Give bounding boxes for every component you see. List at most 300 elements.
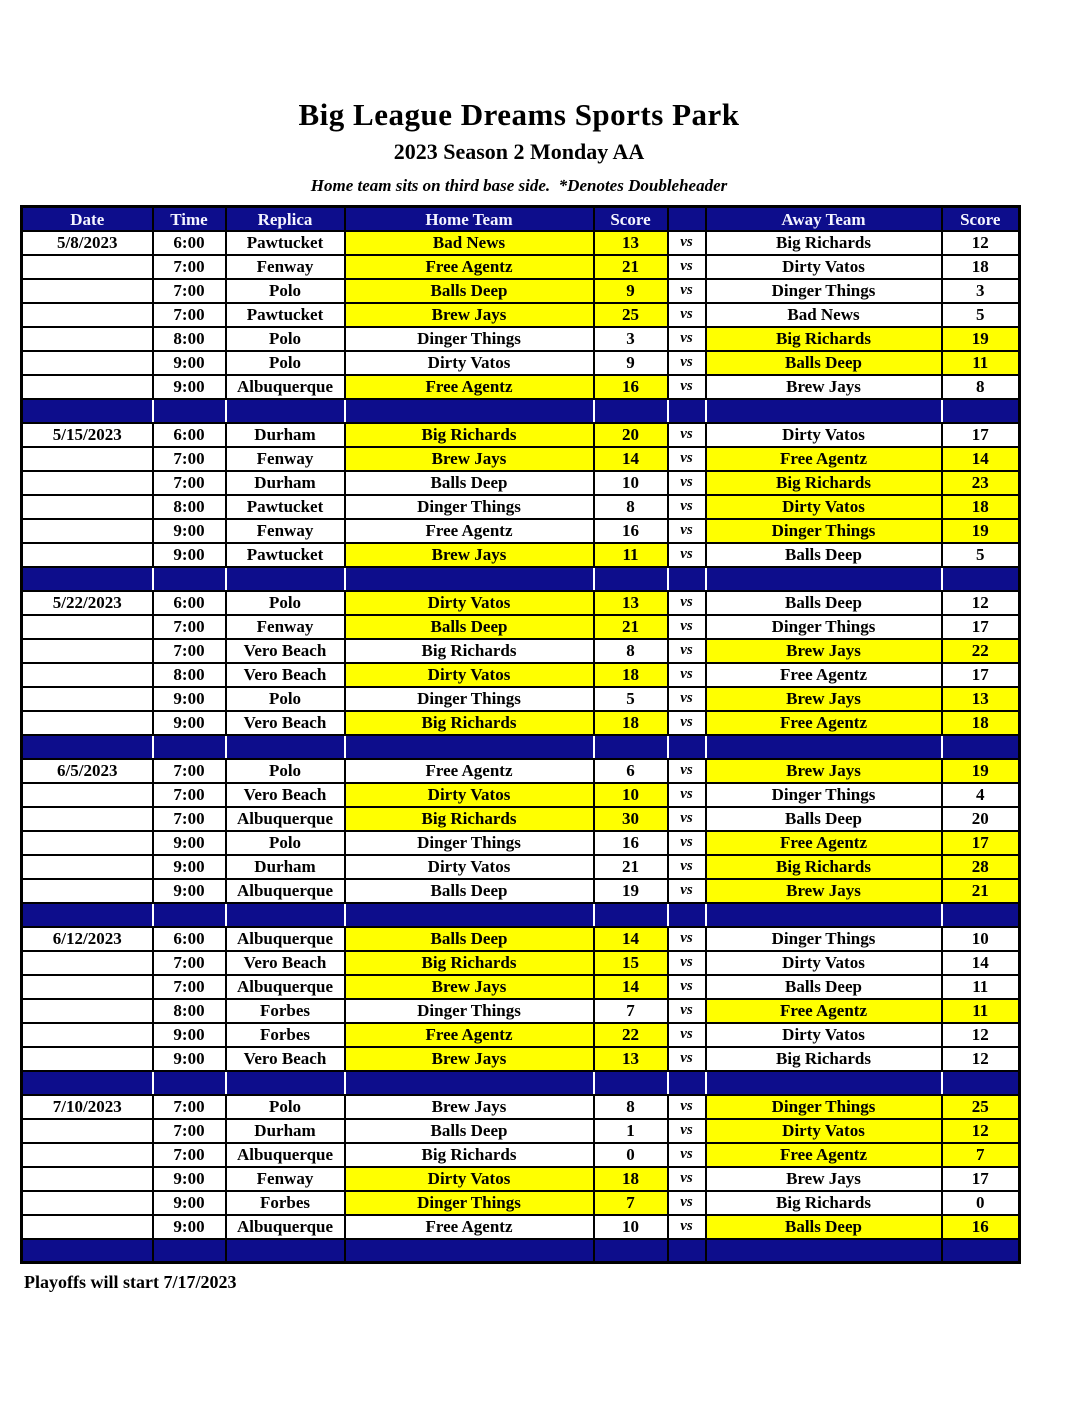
away-score-cell: 20 (942, 807, 1020, 831)
separator-cell (668, 903, 706, 927)
date-cell (22, 855, 153, 879)
home-team-cell: Bad News (345, 231, 594, 255)
home-team-cell: Dirty Vatos (345, 1167, 594, 1191)
home-team-cell: Brew Jays (345, 1047, 594, 1071)
time-cell: 8:00 (153, 495, 226, 519)
away-score-cell: 28 (942, 855, 1020, 879)
home-team-cell: Brew Jays (345, 543, 594, 567)
replica-cell: Polo (226, 327, 345, 351)
vs-cell: vs (668, 951, 706, 975)
separator-cell (594, 1239, 668, 1263)
schedule-table (20, 205, 1021, 1264)
home-score-cell: 13 (594, 231, 668, 255)
separator-cell (706, 1071, 942, 1095)
date-cell: 5/22/2023 (22, 591, 153, 615)
time-cell: 6:00 (153, 423, 226, 447)
date-cell (22, 1191, 153, 1215)
home-score-cell: 16 (594, 519, 668, 543)
replica-cell: Polo (226, 759, 345, 783)
home-score-cell: 0 (594, 1143, 668, 1167)
separator-cell (594, 735, 668, 759)
replica-cell: Vero Beach (226, 783, 345, 807)
away-team-cell: Dirty Vatos (706, 495, 942, 519)
time-cell: 7:00 (153, 1119, 226, 1143)
replica-cell: Polo (226, 351, 345, 375)
game-row (22, 375, 1020, 399)
separator-cell (226, 567, 345, 591)
home-team-cell: Dirty Vatos (345, 855, 594, 879)
game-row (22, 1191, 1020, 1215)
separator-cell (153, 567, 226, 591)
time-cell: 9:00 (153, 831, 226, 855)
replica-cell: Forbes (226, 1023, 345, 1047)
vs-cell: vs (668, 471, 706, 495)
away-team-cell: Free Agentz (706, 999, 942, 1023)
separator-cell (226, 903, 345, 927)
block-separator-row (22, 399, 1020, 423)
separator-cell (668, 399, 706, 423)
replica-cell: Vero Beach (226, 663, 345, 687)
separator-cell (594, 1071, 668, 1095)
vs-cell: vs (668, 591, 706, 615)
replica-cell: Pawtucket (226, 303, 345, 327)
date-cell (22, 303, 153, 327)
away-score-cell: 11 (942, 975, 1020, 999)
replica-cell: Polo (226, 591, 345, 615)
away-score-cell: 14 (942, 951, 1020, 975)
away-score-cell: 17 (942, 663, 1020, 687)
home-team-cell: Big Richards (345, 951, 594, 975)
game-row (22, 879, 1020, 903)
time-cell: 7:00 (153, 951, 226, 975)
home-score-cell: 8 (594, 639, 668, 663)
game-row (22, 327, 1020, 351)
away-team-cell: Brew Jays (706, 879, 942, 903)
separator-cell (153, 903, 226, 927)
game-row (22, 999, 1020, 1023)
game-row (22, 711, 1020, 735)
away-team-cell: Balls Deep (706, 543, 942, 567)
separator-cell (345, 567, 594, 591)
home-team-cell: Dirty Vatos (345, 663, 594, 687)
vs-cell: vs (668, 831, 706, 855)
away-score-cell: 12 (942, 591, 1020, 615)
replica-cell: Vero Beach (226, 639, 345, 663)
date-cell (22, 327, 153, 351)
separator-cell (153, 1239, 226, 1263)
home-score-cell: 21 (594, 255, 668, 279)
away-team-cell: Big Richards (706, 855, 942, 879)
time-cell: 9:00 (153, 687, 226, 711)
replica-cell: Vero Beach (226, 951, 345, 975)
game-row (22, 927, 1020, 951)
column-header-row (22, 207, 1020, 231)
playoffs-note: Playoffs will start 7/17/2023 (24, 1272, 237, 1293)
home-team-cell: Brew Jays (345, 303, 594, 327)
vs-cell: vs (668, 423, 706, 447)
home-team-cell: Balls Deep (345, 927, 594, 951)
time-cell: 7:00 (153, 975, 226, 999)
home-score-cell: 6 (594, 759, 668, 783)
vs-cell: vs (668, 999, 706, 1023)
away-score-cell: 19 (942, 759, 1020, 783)
time-cell: 9:00 (153, 519, 226, 543)
time-cell: 7:00 (153, 783, 226, 807)
home-team-cell: Free Agentz (345, 255, 594, 279)
vs-cell: vs (668, 1191, 706, 1215)
time-cell: 6:00 (153, 591, 226, 615)
away-team-cell: Dirty Vatos (706, 423, 942, 447)
replica-cell: Albuquerque (226, 1215, 345, 1239)
away-score-cell: 10 (942, 927, 1020, 951)
away-team-cell: Dirty Vatos (706, 951, 942, 975)
time-cell: 9:00 (153, 351, 226, 375)
date-cell (22, 999, 153, 1023)
date-cell (22, 495, 153, 519)
home-team-cell: Balls Deep (345, 471, 594, 495)
vs-cell: vs (668, 351, 706, 375)
replica-cell: Fenway (226, 255, 345, 279)
col-header-home-team: Home Team (345, 207, 594, 231)
col-header-away-team: Away Team (706, 207, 942, 231)
away-score-cell: 4 (942, 783, 1020, 807)
separator-cell (706, 735, 942, 759)
vs-cell: vs (668, 447, 706, 471)
home-team-cell: Free Agentz (345, 375, 594, 399)
separator-cell (668, 1071, 706, 1095)
game-row (22, 615, 1020, 639)
away-score-cell: 19 (942, 519, 1020, 543)
home-score-cell: 10 (594, 783, 668, 807)
vs-cell: vs (668, 1023, 706, 1047)
away-team-cell: Dinger Things (706, 783, 942, 807)
home-score-cell: 14 (594, 975, 668, 999)
separator-cell (706, 567, 942, 591)
away-score-cell: 19 (942, 327, 1020, 351)
separator-cell (153, 735, 226, 759)
home-score-cell: 9 (594, 351, 668, 375)
home-team-cell: Dinger Things (345, 1191, 594, 1215)
separator-cell (22, 1239, 153, 1263)
col-header-vs (668, 207, 706, 231)
away-score-cell: 17 (942, 1167, 1020, 1191)
away-score-cell: 8 (942, 375, 1020, 399)
home-team-cell: Free Agentz (345, 519, 594, 543)
separator-cell (668, 567, 706, 591)
home-score-cell: 9 (594, 279, 668, 303)
date-cell (22, 1023, 153, 1047)
replica-cell: Albuquerque (226, 879, 345, 903)
away-team-cell: Dinger Things (706, 1095, 942, 1119)
date-cell (22, 471, 153, 495)
game-row (22, 951, 1020, 975)
time-cell: 9:00 (153, 1191, 226, 1215)
replica-cell: Durham (226, 855, 345, 879)
home-team-cell: Dinger Things (345, 687, 594, 711)
replica-cell: Albuquerque (226, 927, 345, 951)
date-cell (22, 615, 153, 639)
away-team-cell: Big Richards (706, 471, 942, 495)
game-row (22, 807, 1020, 831)
vs-cell: vs (668, 1095, 706, 1119)
home-team-cell: Dinger Things (345, 327, 594, 351)
time-cell: 9:00 (153, 711, 226, 735)
away-team-cell: Big Richards (706, 1047, 942, 1071)
time-cell: 7:00 (153, 759, 226, 783)
time-cell: 7:00 (153, 1095, 226, 1119)
home-score-cell: 13 (594, 1047, 668, 1071)
separator-cell (22, 567, 153, 591)
away-team-cell: Dirty Vatos (706, 1023, 942, 1047)
separator-cell (594, 903, 668, 927)
away-score-cell: 13 (942, 687, 1020, 711)
home-team-cell: Dirty Vatos (345, 351, 594, 375)
game-row (22, 1143, 1020, 1167)
away-score-cell: 18 (942, 711, 1020, 735)
vs-cell: vs (668, 663, 706, 687)
vs-cell: vs (668, 231, 706, 255)
home-team-cell: Free Agentz (345, 1023, 594, 1047)
home-team-cell: Balls Deep (345, 879, 594, 903)
away-score-cell: 12 (942, 1119, 1020, 1143)
game-row (22, 351, 1020, 375)
away-team-cell: Dirty Vatos (706, 1119, 942, 1143)
separator-cell (668, 735, 706, 759)
header-block (20, 98, 1018, 196)
game-row (22, 639, 1020, 663)
replica-cell: Polo (226, 1095, 345, 1119)
separator-cell (942, 567, 1020, 591)
game-row (22, 447, 1020, 471)
home-team-cell: Balls Deep (345, 1119, 594, 1143)
date-cell (22, 639, 153, 663)
home-score-cell: 18 (594, 711, 668, 735)
vs-cell: vs (668, 975, 706, 999)
game-row (22, 543, 1020, 567)
vs-cell: vs (668, 543, 706, 567)
game-row (22, 1047, 1020, 1071)
date-cell (22, 831, 153, 855)
replica-cell: Pawtucket (226, 495, 345, 519)
separator-cell (22, 399, 153, 423)
separator-cell (345, 903, 594, 927)
replica-cell: Pawtucket (226, 543, 345, 567)
vs-cell: vs (668, 303, 706, 327)
separator-cell (942, 399, 1020, 423)
away-team-cell: Brew Jays (706, 687, 942, 711)
away-score-cell: 21 (942, 879, 1020, 903)
game-row (22, 471, 1020, 495)
replica-cell: Vero Beach (226, 1047, 345, 1071)
date-cell: 7/10/2023 (22, 1095, 153, 1119)
away-team-cell: Dinger Things (706, 519, 942, 543)
replica-cell: Vero Beach (226, 711, 345, 735)
game-row (22, 759, 1020, 783)
replica-cell: Pawtucket (226, 231, 345, 255)
away-score-cell: 16 (942, 1215, 1020, 1239)
away-team-cell: Brew Jays (706, 375, 942, 399)
col-header-date: Date (22, 207, 153, 231)
separator-cell (706, 1239, 942, 1263)
separator-cell (226, 1239, 345, 1263)
time-cell: 9:00 (153, 375, 226, 399)
vs-cell: vs (668, 759, 706, 783)
home-score-cell: 1 (594, 1119, 668, 1143)
date-cell (22, 1143, 153, 1167)
date-cell (22, 1119, 153, 1143)
away-score-cell: 5 (942, 303, 1020, 327)
game-row (22, 855, 1020, 879)
home-team-cell: Brew Jays (345, 447, 594, 471)
separator-cell (153, 1071, 226, 1095)
page-title: Big League Dreams Sports Park (298, 97, 740, 132)
away-team-cell: Big Richards (706, 327, 942, 351)
time-cell: 8:00 (153, 999, 226, 1023)
home-team-cell: Free Agentz (345, 759, 594, 783)
home-score-cell: 7 (594, 1191, 668, 1215)
away-score-cell: 3 (942, 279, 1020, 303)
game-row (22, 423, 1020, 447)
home-team-cell: Big Richards (345, 711, 594, 735)
col-header-time: Time (153, 207, 226, 231)
away-team-cell: Dirty Vatos (706, 255, 942, 279)
away-score-cell: 17 (942, 615, 1020, 639)
game-row (22, 663, 1020, 687)
home-team-cell: Dirty Vatos (345, 591, 594, 615)
date-cell: 6/12/2023 (22, 927, 153, 951)
separator-cell (706, 903, 942, 927)
game-row (22, 975, 1020, 999)
date-cell: 5/8/2023 (22, 231, 153, 255)
home-score-cell: 15 (594, 951, 668, 975)
away-score-cell: 18 (942, 495, 1020, 519)
time-cell: 8:00 (153, 327, 226, 351)
home-score-cell: 14 (594, 447, 668, 471)
date-cell: 6/5/2023 (22, 759, 153, 783)
replica-cell: Polo (226, 831, 345, 855)
season-subtitle: 2023 Season 2 Monday AA (393, 139, 645, 165)
away-score-cell: 7 (942, 1143, 1020, 1167)
away-score-cell: 11 (942, 351, 1020, 375)
vs-cell: vs (668, 1143, 706, 1167)
time-cell: 7:00 (153, 471, 226, 495)
date-cell (22, 975, 153, 999)
game-row (22, 1167, 1020, 1191)
replica-cell: Fenway (226, 447, 345, 471)
time-cell: 9:00 (153, 1023, 226, 1047)
block-separator-row (22, 1071, 1020, 1095)
away-team-cell: Big Richards (706, 1191, 942, 1215)
home-team-cell: Big Richards (345, 1143, 594, 1167)
home-team-cell: Brew Jays (345, 975, 594, 999)
separator-cell (942, 903, 1020, 927)
date-cell: 5/15/2023 (22, 423, 153, 447)
away-score-cell: 12 (942, 1023, 1020, 1047)
replica-cell: Fenway (226, 519, 345, 543)
home-score-cell: 25 (594, 303, 668, 327)
time-cell: 7:00 (153, 639, 226, 663)
home-team-cell: Balls Deep (345, 279, 594, 303)
replica-cell: Durham (226, 471, 345, 495)
time-cell: 9:00 (153, 855, 226, 879)
game-row (22, 255, 1020, 279)
game-row (22, 783, 1020, 807)
vs-cell: vs (668, 1119, 706, 1143)
vs-cell: vs (668, 1215, 706, 1239)
time-cell: 6:00 (153, 927, 226, 951)
vs-cell: vs (668, 927, 706, 951)
separator-cell (226, 735, 345, 759)
date-cell (22, 687, 153, 711)
separator-cell (942, 1239, 1020, 1263)
away-team-cell: Brew Jays (706, 1167, 942, 1191)
separator-cell (345, 1239, 594, 1263)
home-score-cell: 11 (594, 543, 668, 567)
away-team-cell: Balls Deep (706, 1215, 942, 1239)
time-cell: 8:00 (153, 663, 226, 687)
separator-cell (594, 399, 668, 423)
time-cell: 7:00 (153, 1143, 226, 1167)
away-team-cell: Free Agentz (706, 447, 942, 471)
replica-cell: Polo (226, 279, 345, 303)
replica-cell: Forbes (226, 1191, 345, 1215)
separator-cell (22, 735, 153, 759)
date-cell (22, 255, 153, 279)
home-score-cell: 16 (594, 831, 668, 855)
separator-cell (345, 399, 594, 423)
date-cell (22, 1047, 153, 1071)
game-row (22, 303, 1020, 327)
home-team-cell: Big Richards (345, 807, 594, 831)
home-team-cell: Dirty Vatos (345, 783, 594, 807)
date-cell (22, 807, 153, 831)
home-score-cell: 5 (594, 687, 668, 711)
home-score-cell: 8 (594, 1095, 668, 1119)
away-score-cell: 23 (942, 471, 1020, 495)
separator-cell (22, 1071, 153, 1095)
home-score-cell: 14 (594, 927, 668, 951)
date-cell (22, 279, 153, 303)
time-cell: 7:00 (153, 615, 226, 639)
home-score-cell: 18 (594, 663, 668, 687)
block-separator-row (22, 1239, 1020, 1263)
away-team-cell: Free Agentz (706, 831, 942, 855)
home-score-cell: 8 (594, 495, 668, 519)
block-separator-row (22, 735, 1020, 759)
vs-cell: vs (668, 255, 706, 279)
game-row (22, 279, 1020, 303)
home-score-cell: 3 (594, 327, 668, 351)
block-separator-row (22, 567, 1020, 591)
time-cell: 9:00 (153, 1047, 226, 1071)
game-row (22, 831, 1020, 855)
game-row (22, 1023, 1020, 1047)
home-score-cell: 21 (594, 615, 668, 639)
game-row (22, 519, 1020, 543)
away-team-cell: Dinger Things (706, 927, 942, 951)
away-score-cell: 11 (942, 999, 1020, 1023)
vs-cell: vs (668, 375, 706, 399)
separator-cell (22, 903, 153, 927)
vs-cell: vs (668, 327, 706, 351)
home-score-cell: 30 (594, 807, 668, 831)
away-team-cell: Big Richards (706, 231, 942, 255)
separator-cell (594, 567, 668, 591)
home-team-note: Home team sits on third base side. *Denotes Doubleheader (310, 176, 728, 196)
time-cell: 9:00 (153, 1167, 226, 1191)
date-cell (22, 663, 153, 687)
date-cell (22, 711, 153, 735)
